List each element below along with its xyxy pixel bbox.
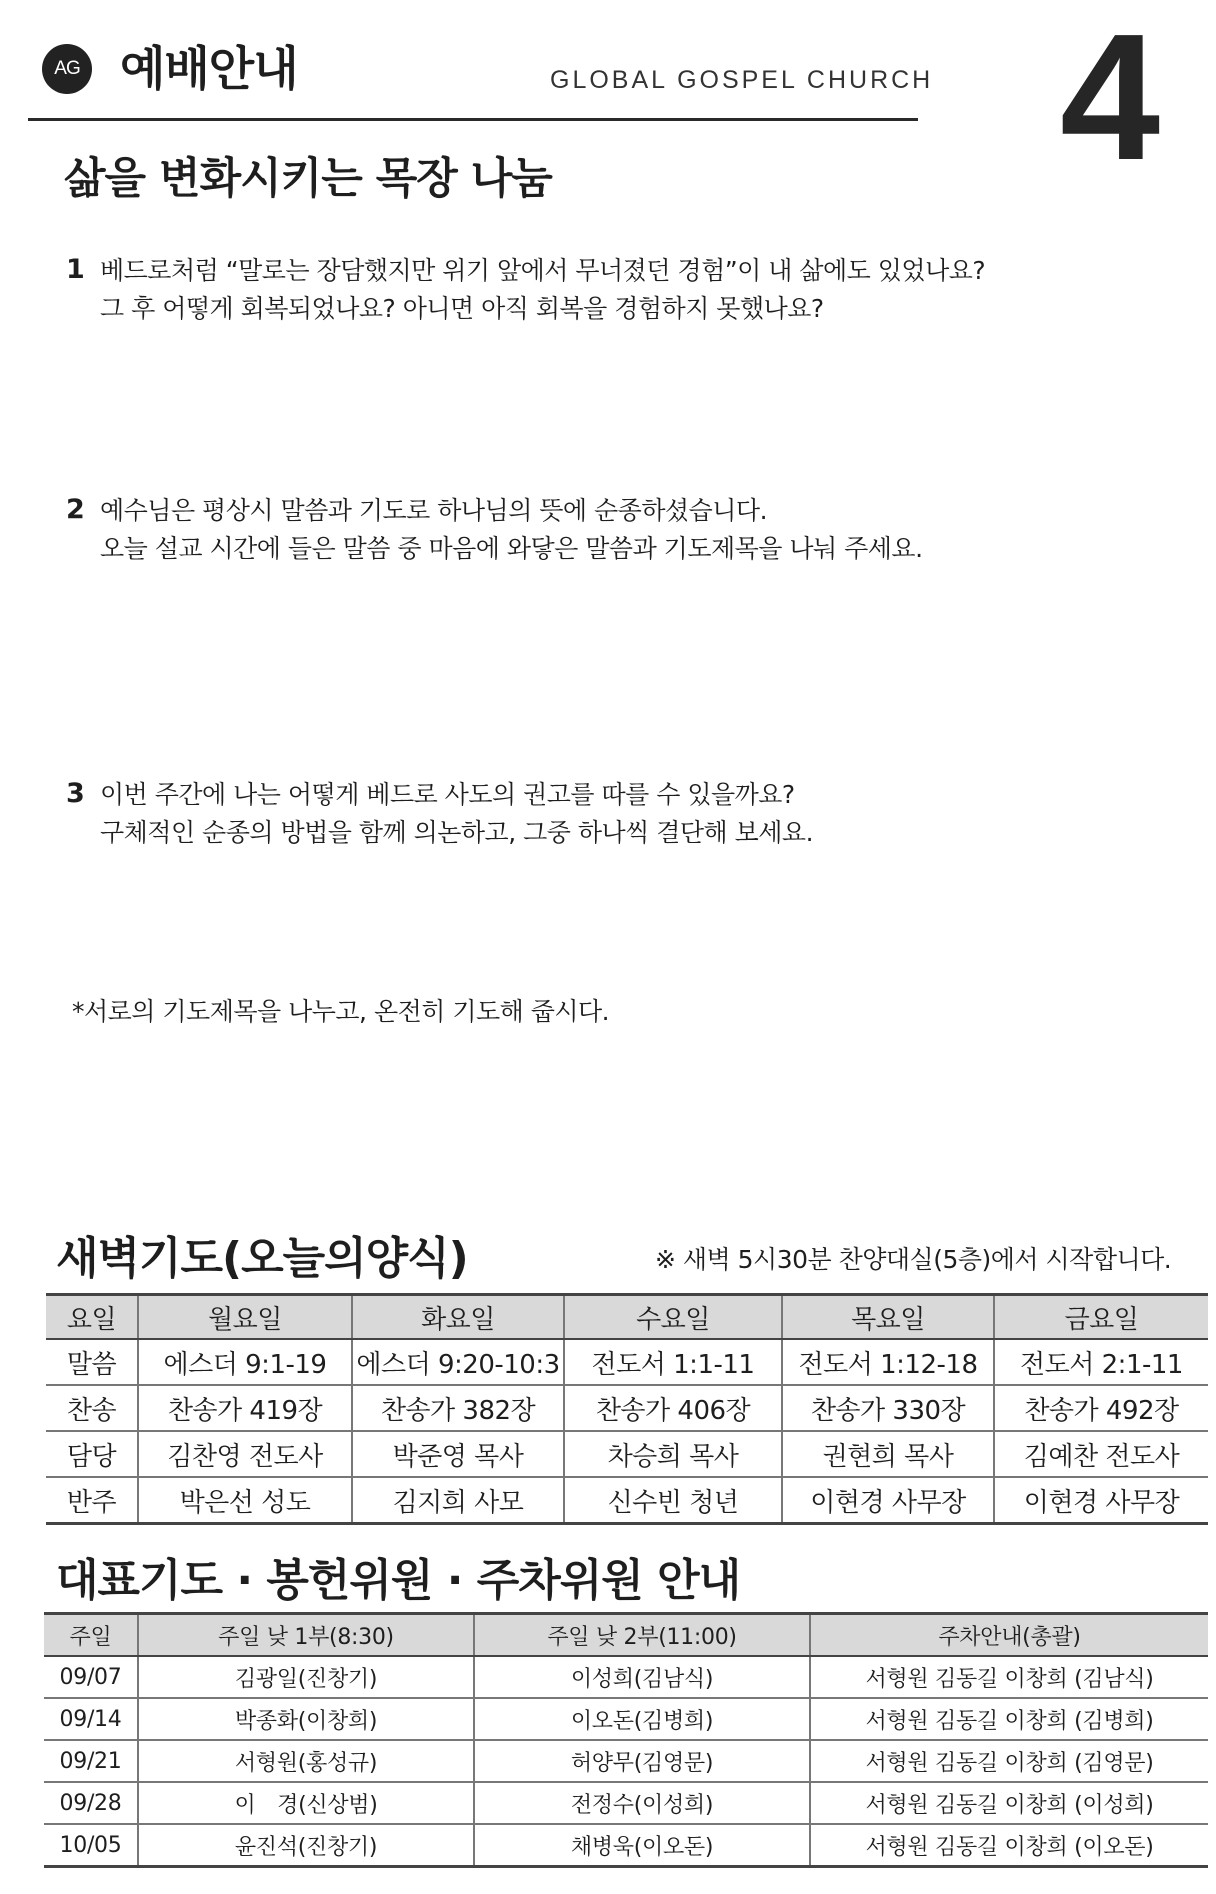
page-title: 예배안내 — [120, 42, 298, 97]
table-cell: 전정수(이성희) — [474, 1782, 810, 1824]
table-cell: 이오돈(김병희) — [474, 1698, 810, 1740]
table-cell: 담당 — [46, 1431, 138, 1477]
table-header-cell: 목요일 — [782, 1295, 994, 1340]
table-row — [46, 1431, 1208, 1477]
church-logo: AG — [42, 44, 92, 94]
table-cell: 09/07 — [44, 1656, 138, 1698]
table-cell: 이현경 사무장 — [994, 1477, 1208, 1524]
table-cell: 서형원 김동길 이창희 (이오돈) — [810, 1824, 1208, 1867]
table-cell: 박준영 목사 — [352, 1431, 564, 1477]
table-header-cell: 주차안내(총괄) — [810, 1614, 1208, 1657]
table-cell: 윤진석(진창기) — [138, 1824, 474, 1867]
question-line: 예수님은 평상시 말씀과 기도로 하나님의 뜻에 순종하셨습니다. — [100, 496, 768, 525]
table-cell: 10/05 — [44, 1824, 138, 1867]
table-row — [44, 1782, 1208, 1824]
table-cell: 서형원 김동길 이창희 (이성희) — [810, 1782, 1208, 1824]
table-cell: 반주 — [46, 1477, 138, 1524]
table-cell: 09/28 — [44, 1782, 138, 1824]
table-cell: 김예찬 전도사 — [994, 1431, 1208, 1477]
table-row — [44, 1698, 1208, 1740]
table-cell: 차승희 목사 — [564, 1431, 782, 1477]
table-header-cell: 금요일 — [994, 1295, 1208, 1340]
table-cell: 에스더 9:1-19 — [138, 1339, 352, 1385]
table-row — [44, 1824, 1208, 1867]
table-header-cell: 주일 낮 1부(8:30) — [138, 1614, 474, 1657]
table-row — [44, 1656, 1208, 1698]
table-cell: 김광일(진창기) — [138, 1656, 474, 1698]
table-cell: 채병욱(이오돈) — [474, 1824, 810, 1867]
table-cell: 09/14 — [44, 1698, 138, 1740]
table-header-cell: 주일 — [44, 1614, 138, 1657]
table-cell: 찬송가 419장 — [138, 1385, 352, 1431]
question-number: 3 — [66, 778, 85, 809]
table-cell: 전도서 2:1-11 — [994, 1339, 1208, 1385]
dawn-prayer-table — [46, 1293, 1208, 1525]
table-row — [46, 1477, 1208, 1524]
table-header-row — [44, 1614, 1208, 1657]
table-cell: 박은선 성도 — [138, 1477, 352, 1524]
question-line: 베드로처럼 “말로는 장담했지만 위기 앞에서 무너졌던 경험”이 내 삶에도 있었나요? — [100, 256, 986, 285]
church-name: GLOBAL GOSPEL CHURCH — [550, 66, 934, 94]
table-cell: 09/21 — [44, 1740, 138, 1782]
table-cell: 서형원 김동길 이창희 (김병희) — [810, 1698, 1208, 1740]
question-number: 1 — [66, 254, 85, 285]
table-cell: 이성희(김남식) — [474, 1656, 810, 1698]
table-header-cell: 주일 낮 2부(11:00) — [474, 1614, 810, 1657]
question-line: 이번 주간에 나는 어떻게 베드로 사도의 권고를 따를 수 있을까요? — [100, 780, 795, 809]
table-cell: 찬송가 492장 — [994, 1385, 1208, 1431]
table-cell: 에스더 9:20-10:3 — [352, 1339, 564, 1385]
table-header-cell: 화요일 — [352, 1295, 564, 1340]
table-cell: 박종화(이창희) — [138, 1698, 474, 1740]
section-title: 삶을 변화시키는 목장 나눔 — [64, 154, 552, 204]
table-cell: 서형원(홍성규) — [138, 1740, 474, 1782]
table-cell: 김지희 사모 — [352, 1477, 564, 1524]
table-row — [46, 1339, 1208, 1385]
prayer-note: *서로의 기도제목을 나누고, 온전히 기도해 줍시다. — [72, 997, 610, 1026]
table-header-cell: 월요일 — [138, 1295, 352, 1340]
table-cell: 김찬영 전도사 — [138, 1431, 352, 1477]
table-cell: 찬송 — [46, 1385, 138, 1431]
table-header-cell: 요일 — [46, 1295, 138, 1340]
table-cell: 신수빈 청년 — [564, 1477, 782, 1524]
table-cell: 권현희 목사 — [782, 1431, 994, 1477]
table-cell: 말씀 — [46, 1339, 138, 1385]
dawn-prayer-note: ※ 새벽 5시30분 찬양대실(5층)에서 시작합니다. — [655, 1245, 1172, 1274]
question-number: 2 — [66, 494, 85, 525]
table-cell: 이현경 사무장 — [782, 1477, 994, 1524]
table-cell: 이 경(신상범) — [138, 1782, 474, 1824]
table-cell: 전도서 1:1-11 — [564, 1339, 782, 1385]
table-row — [44, 1740, 1208, 1782]
table-cell: 찬송가 382장 — [352, 1385, 564, 1431]
table-cell: 찬송가 406장 — [564, 1385, 782, 1431]
service-roster-table — [44, 1612, 1208, 1868]
service-roster-title: 대표기도 · 봉헌위원 · 주차위원 안내 — [56, 1555, 741, 1606]
table-row — [46, 1385, 1208, 1431]
table-cell: 허양무(김영문) — [474, 1740, 810, 1782]
table-header-cell: 수요일 — [564, 1295, 782, 1340]
table-cell: 서형원 김동길 이창희 (김남식) — [810, 1656, 1208, 1698]
question-line: 그 후 어떻게 회복되었나요? 아니면 아직 회복을 경험하지 못했나요? — [100, 294, 824, 323]
question-line: 구체적인 순종의 방법을 함께 의논하고, 그중 하나씩 결단해 보세요. — [100, 818, 814, 847]
question-line: 오늘 설교 시간에 들은 말씀 중 마음에 와닿은 말씀과 기도제목을 나눠 주세요. — [100, 534, 923, 563]
table-cell: 서형원 김동길 이창희 (김영문) — [810, 1740, 1208, 1782]
dawn-prayer-title: 새벽기도(오늘의양식) — [56, 1233, 468, 1284]
header-divider — [28, 118, 918, 121]
table-cell: 전도서 1:12-18 — [782, 1339, 994, 1385]
page-number: 4 — [1060, 0, 1161, 198]
table-cell: 찬송가 330장 — [782, 1385, 994, 1431]
table-header-row — [46, 1295, 1208, 1340]
